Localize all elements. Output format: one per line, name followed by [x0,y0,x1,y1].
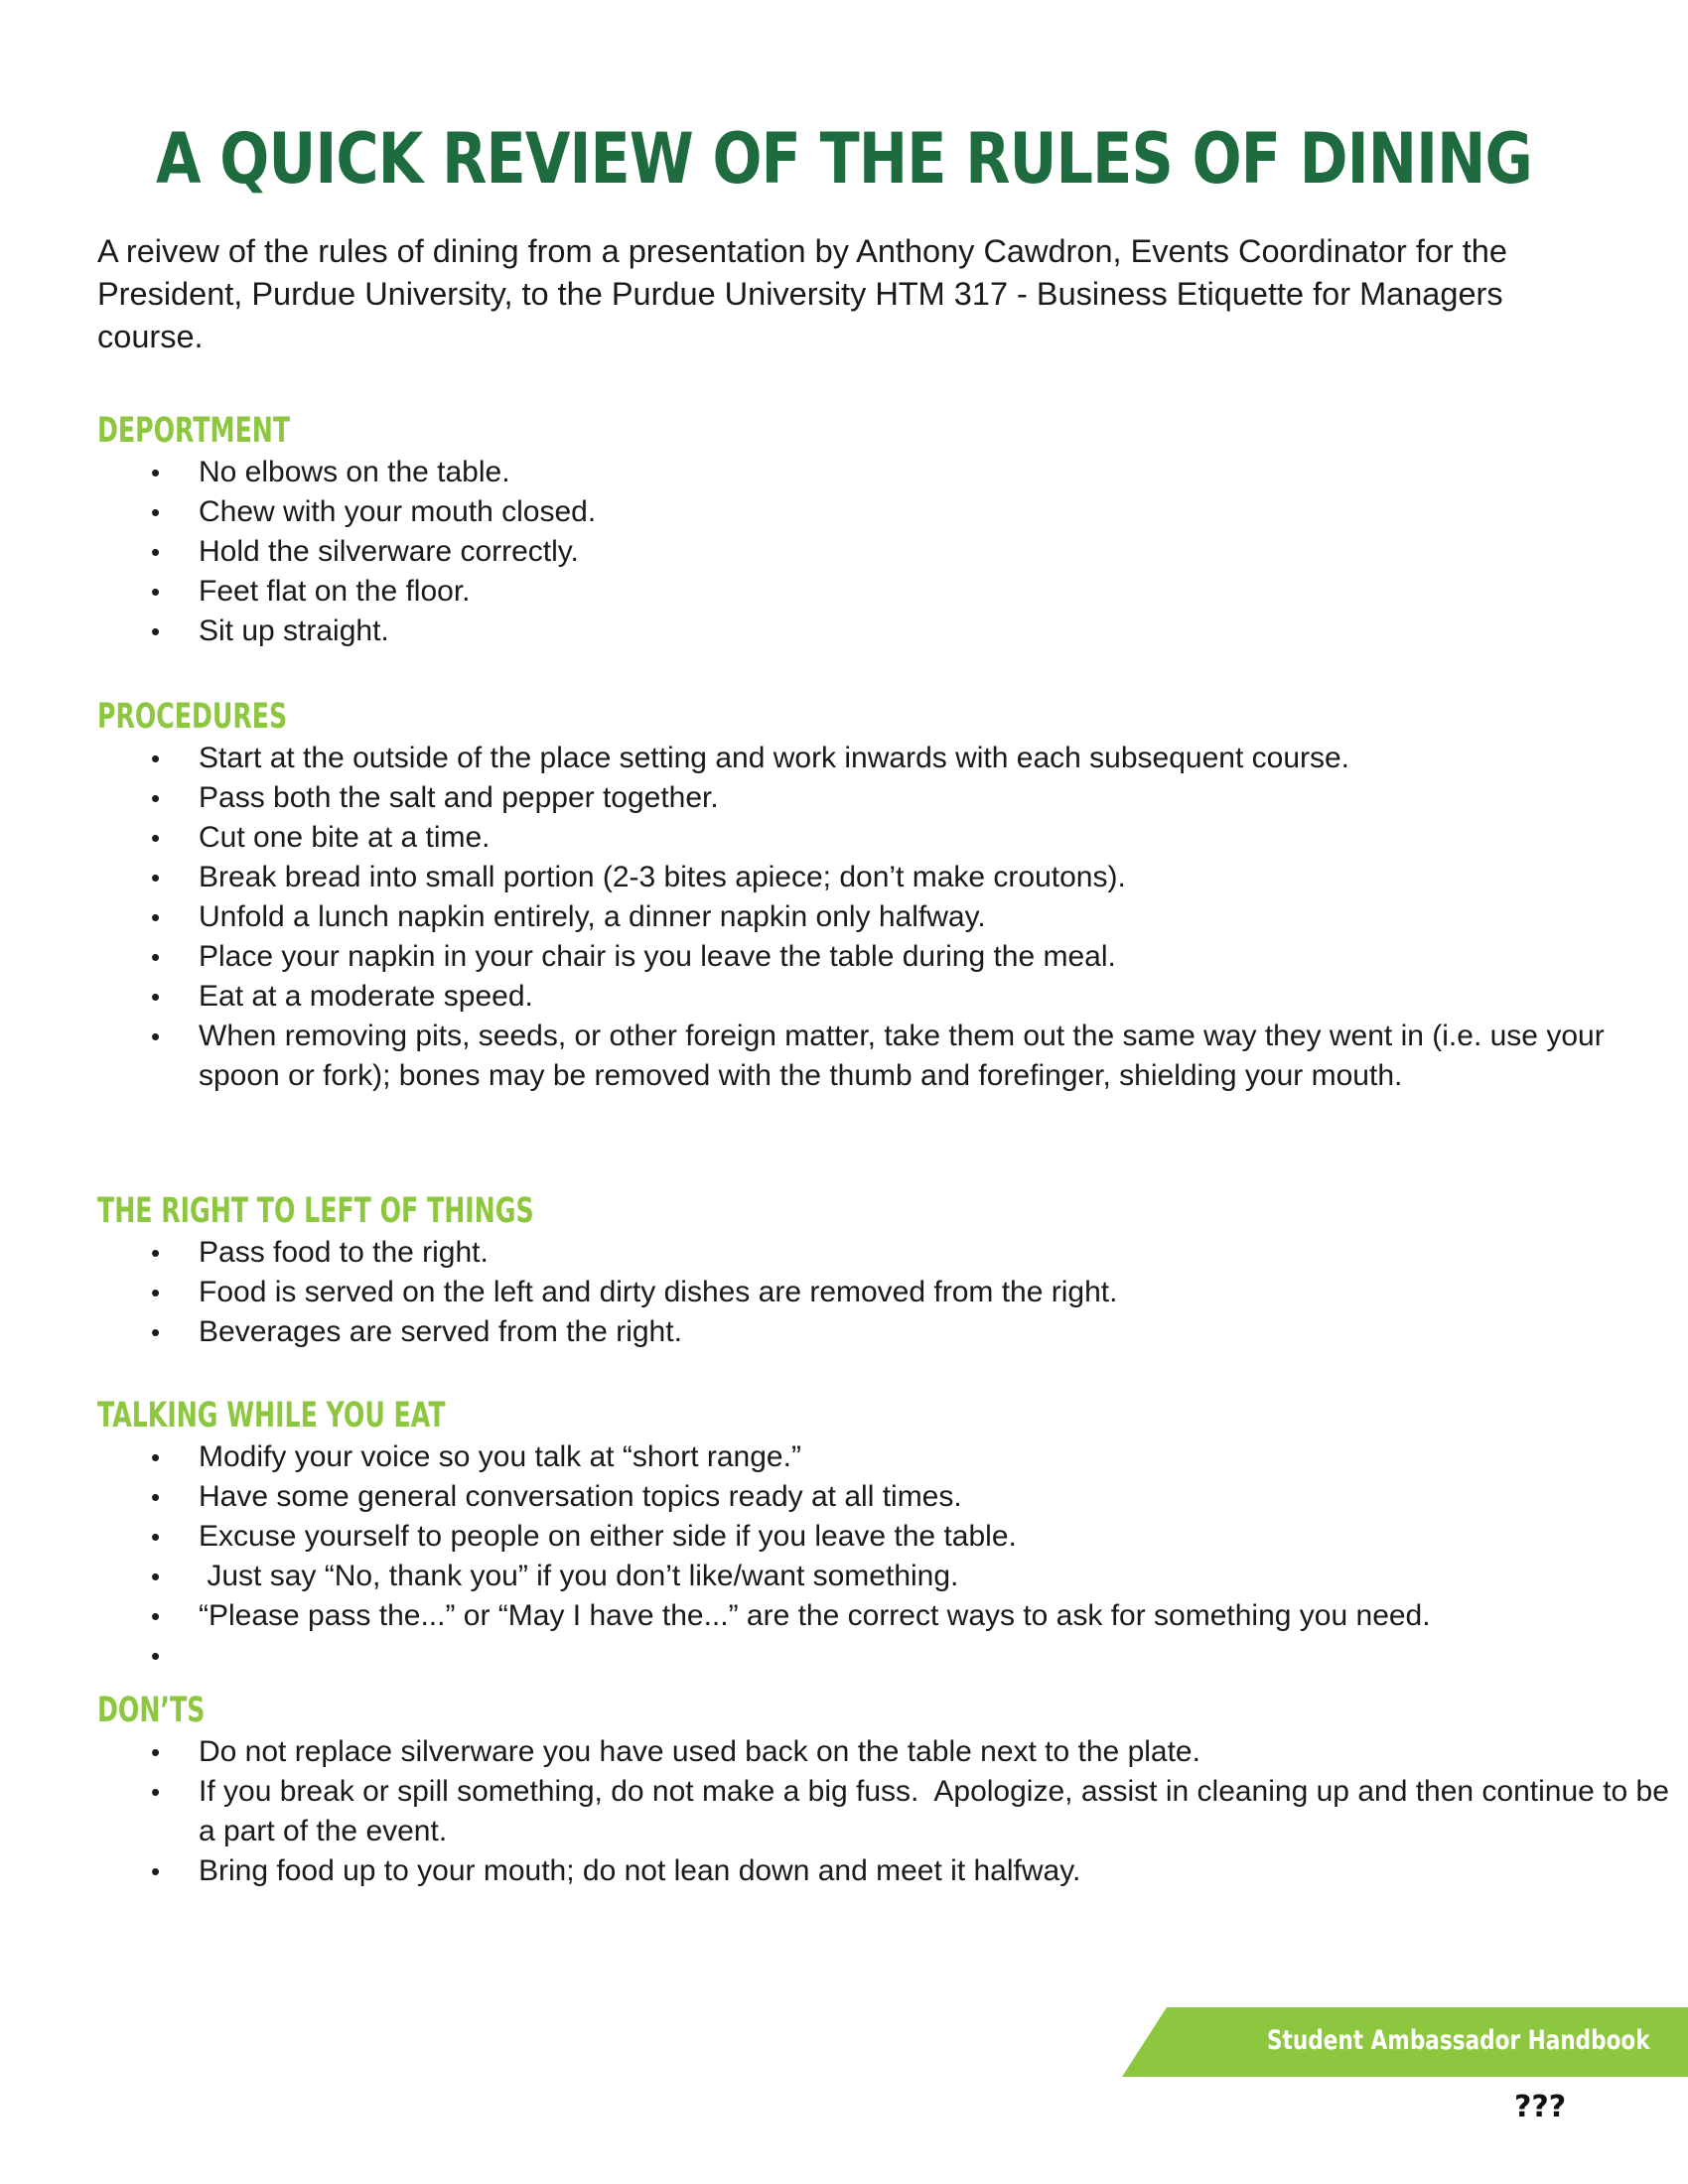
list-item: • Do not replace silverware you have used back on the table next to the plate. [97,1732,1607,1772]
list-item: • Just say “No, thank you” if you don’t like/want something. [97,1557,1607,1596]
page-number: ??? [1514,2090,1567,2124]
list-item: • Break bread into small portion (2-3 bites apiece; don’t make croutons). [97,858,1607,897]
list-item: • Feet flat on the floor. [97,572,1607,612]
bullet-list [97,453,1607,651]
section-donts [97,1689,1678,1891]
section-procedures [97,695,1614,1096]
section-heading: DON’TS [97,1691,206,1730]
list-item: • If you break or spill something, do not make a big fuss. Apologize, assist in cleaning up and then continue to be a part of the event. [97,1772,1678,1851]
list-item: • Unfold a lunch napkin entirely, a dinner napkin only halfway. [97,897,1607,937]
bullet-list [97,1732,1678,1891]
list-item: • No elbows on the table. [97,453,1607,492]
section-talking-while-you-eat [97,1394,1607,1636]
list-item: • Pass both the salt and pepper together. [97,778,1607,818]
section-heading: DEPORTMENT [97,411,291,451]
section-right-to-left [97,1189,1607,1352]
list-item: • Start at the outside of the place setting and work inwards with each subsequent course. [97,739,1607,778]
list-item: • Bring food up to your mouth; do not lean down and meet it halfway. [97,1851,1607,1891]
list-item: • Food is served on the left and dirty dishes are removed from the right. [97,1273,1607,1312]
list-item: • Have some general conversation topics ready at all times. [97,1477,1607,1517]
list-item: • Cut one bite at a time. [97,818,1607,858]
bullet-list [97,1233,1607,1352]
footer-label: Student Ambassador Handbook [1267,2025,1650,2056]
list-item: • When removing pits, seeds, or other foreign matter, take them out the same way they went in (i.e. use your spoon or fork); bones may be removed with the thumb and forefinger, shielding your mouth. [97,1017,1678,1096]
list-item: • Eat at a moderate speed. [97,977,1607,1017]
list-item: • Chew with your mouth closed. [97,492,1607,532]
list-item: • Place your napkin in your chair is you leave the table during the meal. [97,937,1607,977]
list-item: • Pass food to the right. [97,1233,1607,1273]
section-heading: THE RIGHT TO LEFT OF THINGS [97,1191,534,1231]
list-item: • Hold the silverware correctly. [97,532,1607,572]
list-item: • Modify your voice so you talk at “short range.” [97,1437,1607,1477]
list-item: • Sit up straight. [97,612,1607,651]
intro-paragraph: A reivew of the rules of dining from a presentation by Anthony Cawdron, Events Coordinator for the President, Purdue University, to the Purdue University HTM 317 - Business Etiquette for Managers course. [97,233,1507,354]
list-item: • Beverages are served from the right. [97,1312,1607,1352]
section-heading: TALKING WHILE YOU EAT [97,1396,446,1435]
bullet-list [97,739,1614,1096]
section-heading: PROCEDURES [97,697,288,737]
page-title: A QUICK REVIEW OF THE RULES OF DINING [156,118,1532,200]
list-item: • “Please pass the...” or “May I have the...” are the correct ways to ask for something you need. [97,1596,1607,1636]
section-deportment [97,409,1607,651]
bullet-list [97,1437,1607,1636]
list-item: • Excuse yourself to people on either side if you leave the table. [97,1517,1607,1557]
